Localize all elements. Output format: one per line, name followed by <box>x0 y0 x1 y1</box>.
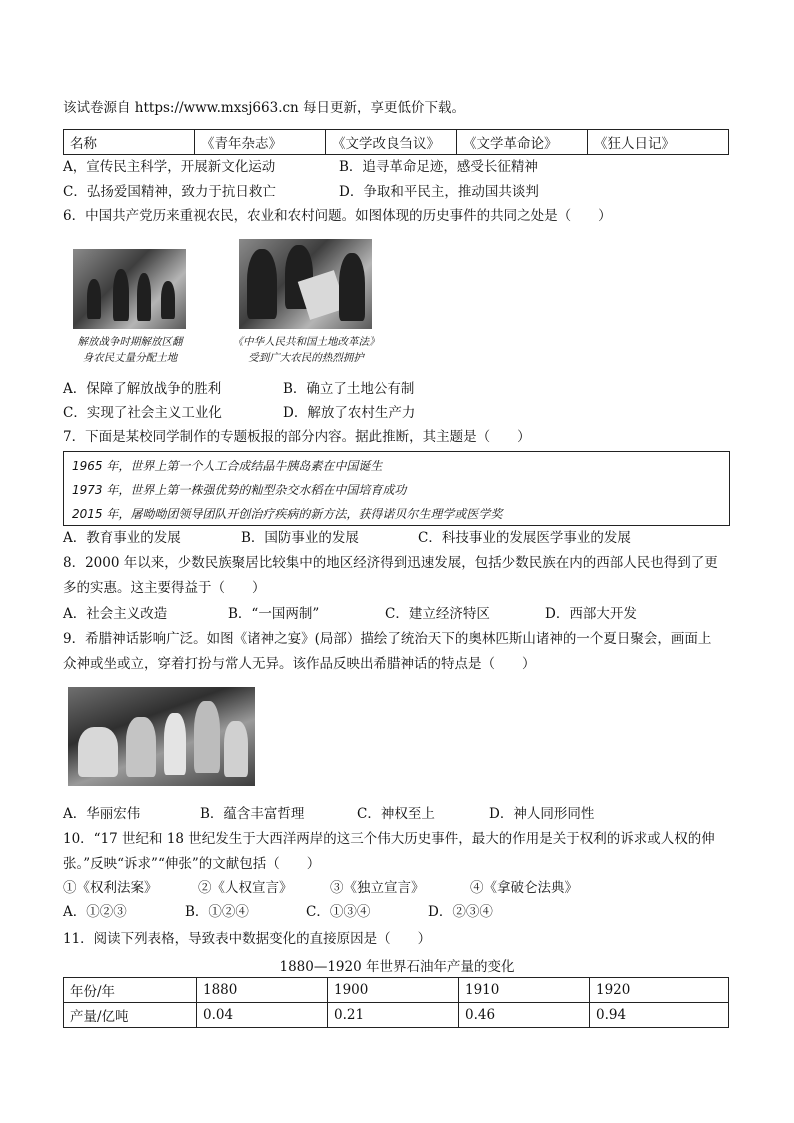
q9-feast-of-gods-painting <box>68 687 255 786</box>
q8-option-b[interactable]: B．“一国两制” <box>228 606 320 622</box>
q11-year-1880: 1880 <box>197 978 328 1003</box>
q6-option-b[interactable]: B．确立了土地公有制 <box>283 381 415 397</box>
q11-oil-table <box>63 977 729 1028</box>
q11-year-1920: 1920 <box>590 978 729 1003</box>
q6-caption-2a: 《中华人民共和国土地改革法》 <box>232 336 380 348</box>
q5-cell-3: 《文学革命论》 <box>457 130 588 155</box>
q9-option-b[interactable]: B．蕴含丰富哲理 <box>200 806 305 822</box>
q8-stem-line-2: 多的实惠。这主要得益于（ ） <box>63 580 266 596</box>
q10-item-4: ④《拿破仑法典》 <box>470 880 578 896</box>
q6-option-c[interactable]: C．实现了社会主义工业化 <box>63 405 222 421</box>
q10-option-c[interactable]: C．①③④ <box>306 904 371 920</box>
q7-option-a[interactable]: A．教育事业的发展 <box>63 530 181 546</box>
q11-stem: 11．阅读下列表格，导致表中数据变化的直接原因是（ ） <box>63 931 432 947</box>
q7-option-c[interactable]: C．科技事业的发展医学事业的发展 <box>418 530 631 546</box>
q6-photo-land-measuring <box>73 249 186 329</box>
q11-output-1880: 0.04 <box>197 1003 328 1028</box>
q5-option-d[interactable]: D．争取和平民主，推动国共谈判 <box>339 184 539 200</box>
q7-board-box <box>63 451 730 526</box>
q7-board-line-3: 2015 年，屠呦呦团领导团队开创治疗疾病的新方法，获得诺贝尔生理学或医学奖 <box>72 507 503 521</box>
q5-option-b[interactable]: B．追寻革命足迹，感受长征精神 <box>339 159 538 175</box>
q6-caption-2b: 受到广大农民的热烈拥护 <box>248 352 364 364</box>
q11-header-year: 年份/年 <box>64 978 197 1003</box>
q8-stem-line-1: 8．2000 年以来，少数民族聚居比较集中的地区经济得到迅速发展，包括少数民族在内的西部人民也得到了更 <box>63 555 718 571</box>
q11-output-1910: 0.46 <box>459 1003 590 1028</box>
q8-option-c[interactable]: C．建立经济特区 <box>385 606 490 622</box>
q6-stem: 6．中国共产党历来重视农民，农业和农村问题。如图体现的历史事件的共同之处是（ ） <box>63 208 612 224</box>
q5-cell-1: 《青年杂志》 <box>195 130 326 155</box>
q11-year-1910: 1910 <box>459 978 590 1003</box>
source-header: 该试卷源自 https://www.mxsj663.cn 每日更新，享更低价下载。 <box>63 100 466 116</box>
q5-cell-name: 名称 <box>64 130 195 155</box>
q5-cell-2: 《文学改良刍议》 <box>326 130 457 155</box>
q11-output-1900: 0.21 <box>328 1003 459 1028</box>
q9-stem-line-1: 9．希腊神话影响广泛。如图《诸神之宴》(局部）描绘了统治天下的奥林匹斯山诸神的一个夏日聚会，画面上 <box>63 631 712 647</box>
q6-option-d[interactable]: D．解放了农村生产力 <box>283 405 416 421</box>
q7-board-line-2: 1973 年，世界上第一株强优势的籼型杂交水稻在中国培育成功 <box>72 483 407 497</box>
q10-option-b[interactable]: B．①②④ <box>185 904 249 920</box>
q5-cell-4: 《狂人日记》 <box>588 130 729 155</box>
q10-stem-line-1: 10．“17 世纪和 18 世纪发生于大西洋两岸的这三个伟大历史事件，最大的作用是关于权利的诉求或人权的伸 <box>63 831 715 847</box>
q10-item-1: ①《权利法案》 <box>63 880 158 896</box>
q9-option-d[interactable]: D．神人同形同性 <box>489 806 595 822</box>
q8-option-d[interactable]: D．西部大开发 <box>545 606 637 622</box>
q8-option-a[interactable]: A．社会主义改造 <box>63 606 168 622</box>
q5-option-a[interactable]: A，宣传民主科学，开展新文化运动 <box>63 159 276 175</box>
q7-stem: 7．下面是某校同学制作的专题板报的部分内容。据此推断，其主题是（ ） <box>63 429 531 445</box>
q7-option-b[interactable]: B．国防事业的发展 <box>241 530 359 546</box>
q6-photo-land-reform-law <box>239 239 372 329</box>
q9-option-a[interactable]: A．华丽宏伟 <box>63 806 141 822</box>
q11-header-output: 产量/亿吨 <box>64 1003 197 1028</box>
q11-table-title: 1880—1920 年世界石油年产量的变化 <box>279 959 515 975</box>
q5-option-c[interactable]: C．弘扬爱国精神，致力于抗日救亡 <box>63 184 276 200</box>
q9-option-c[interactable]: C．神权至上 <box>357 806 435 822</box>
q10-stem-line-2: 张。”反映“诉求”“伸张”的文献包括（ ） <box>63 856 321 872</box>
q6-option-a[interactable]: A．保障了解放战争的胜利 <box>63 381 222 397</box>
q11-output-1920: 0.94 <box>590 1003 729 1028</box>
q7-board-line-1: 1965 年，世界上第一个人工合成结晶牛胰岛素在中国诞生 <box>72 459 383 473</box>
q6-caption-1b: 身农民丈量分配土地 <box>82 352 178 364</box>
q9-stem-line-2: 众神或坐或立，穿着打扮与常人无异。该作品反映出希腊神话的特点是（ ） <box>63 656 536 672</box>
q10-option-a[interactable]: A．①②③ <box>63 904 127 920</box>
q11-year-1900: 1900 <box>328 978 459 1003</box>
q5-table <box>63 129 729 155</box>
q10-option-d[interactable]: D．②③④ <box>428 904 493 920</box>
q10-item-2: ②《人权宣言》 <box>198 880 293 896</box>
q10-item-3: ③《独立宣言》 <box>330 880 425 896</box>
q6-caption-1a: 解放战争时期解放区翻 <box>77 336 183 348</box>
